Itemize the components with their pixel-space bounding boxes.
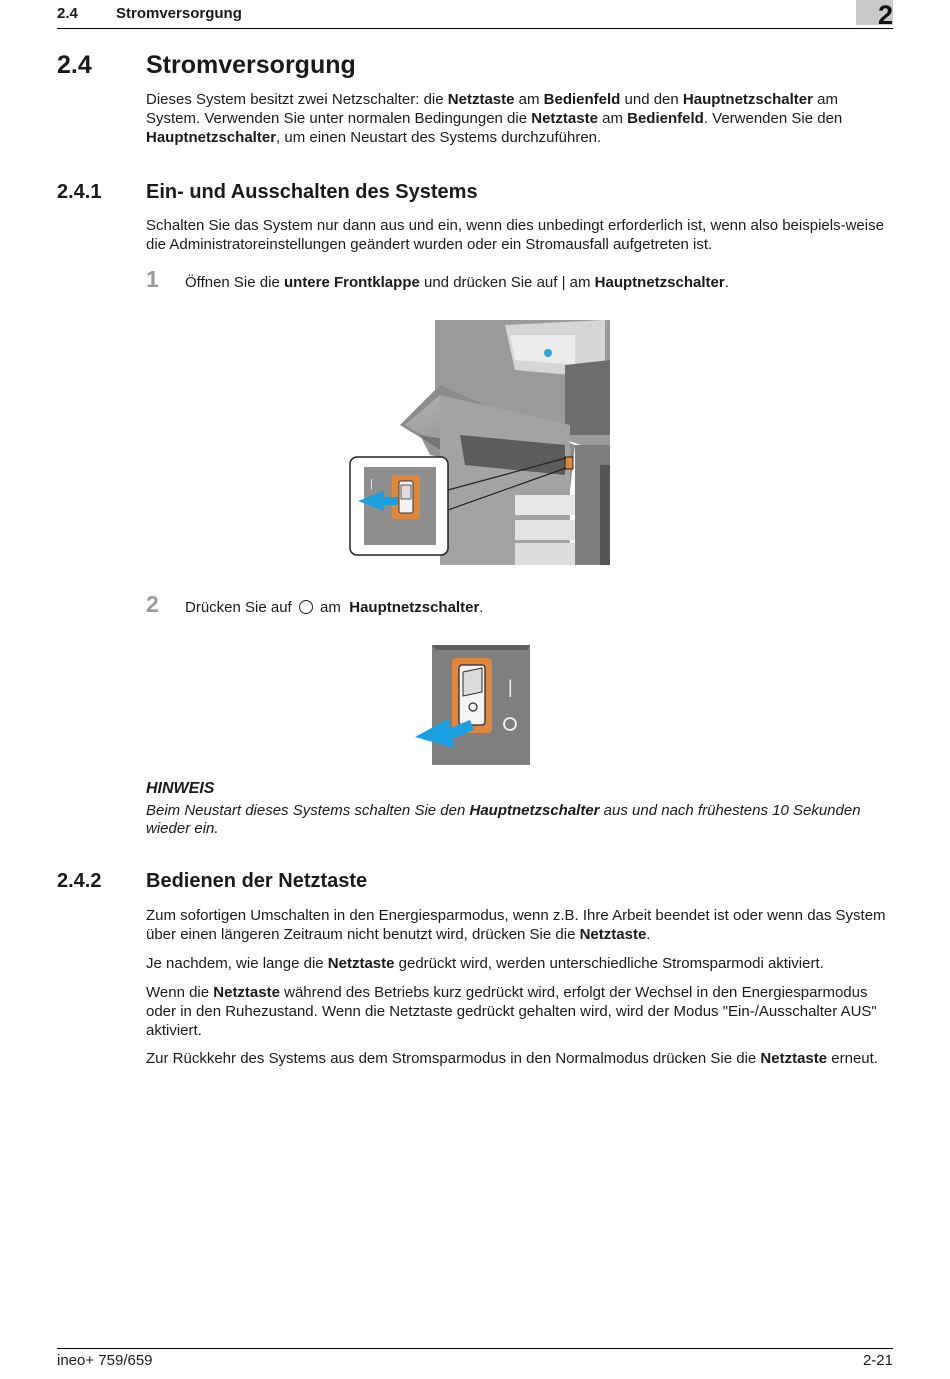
step-number: 2: [146, 591, 159, 617]
paragraph: Wenn die Netztaste während des Betriebs kurz gedrückt wird, erfolgt der Wechsel in den Energiesparmodus oder in den Ruhezustand. Wenn die Netztaste gedrückt gehalten wird, wird der Modus "Ein-/Ausschalter AUS" aktiviert.: [146, 984, 877, 1039]
footer-rule: [57, 1348, 893, 1349]
paragraph: Je nachdem, wie lange die Netztaste gedrückt wird, werden unterschiedliche Stromsparmodi aktiviert.: [146, 955, 824, 972]
paragraph: Zum sofortigen Umschalten in den Energiesparmodus, wenn z.B. Ihre Arbeit beendet ist oder wenn das System über einen längeren Zeitraum nicht benutzt wird, drücken Sie die Netztaste.: [146, 907, 886, 943]
subsection-title: Bedienen der Netztaste: [146, 870, 368, 892]
subsection-number: 2.4.1: [57, 181, 102, 203]
subsection-number: 2.4.2: [57, 870, 102, 892]
off-circle-icon: [299, 600, 313, 614]
header-rule: [57, 28, 893, 29]
note-text: Beim Neustart dieses Systems schalten Sie den Hauptnetzschalter aus und nach frühestens 10 Sekunden wieder ein.: [146, 802, 861, 837]
footer-model: ineo+ 759/659: [57, 1352, 153, 1369]
subsection-title: Ein- und Ausschalten des Systems: [146, 181, 478, 203]
machine-illustration: [340, 315, 615, 570]
chapter-tab: [856, 0, 893, 30]
on-mark: |: [508, 677, 513, 697]
callout-on-mark: |: [370, 478, 373, 490]
note-title: HINWEIS: [146, 780, 215, 797]
section-title: Stromversorgung: [146, 51, 356, 79]
step-number: 1: [146, 266, 159, 292]
footer-page-number: 2-21: [862, 1352, 893, 1369]
step-text: Öffnen Sie die untere Frontklappe und drücken Sie auf | am Hauptnetzschalter.: [185, 274, 729, 291]
main-switch-illustration: [410, 640, 535, 770]
step-text: Drücken Sie auf am Hauptnetzschalter.: [185, 599, 484, 616]
running-header-title: Stromversorgung: [116, 5, 242, 22]
section-intro: Dieses System besitzt zwei Netzschalter: die Netztaste am Bedienfeld und den Hauptnetzschalter am System. Verwenden Sie unter normalen Bedingungen die Netztaste am Bedienfeld. Verwenden Sie den Hauptnetzschalter, um einen Neustart des Systems durchzuführen.: [146, 91, 843, 146]
chapter-tab-number: 2: [877, 0, 893, 30]
paragraph: Zur Rückkehr des Systems aus dem Stromsparmodus in den Normalmodus drücken Sie die Netztaste erneut.: [146, 1050, 878, 1067]
subsection-body: Schalten Sie das System nur dann aus und ein, wenn dies unbedingt erforderlich ist, wenn also beispiels-weise die Administratoreinstellungen geändert wurden oder ein Stromausfall aufgetreten ist.: [146, 217, 884, 253]
section-number: 2.4: [57, 51, 92, 79]
running-header-number: 2.4: [57, 5, 78, 22]
